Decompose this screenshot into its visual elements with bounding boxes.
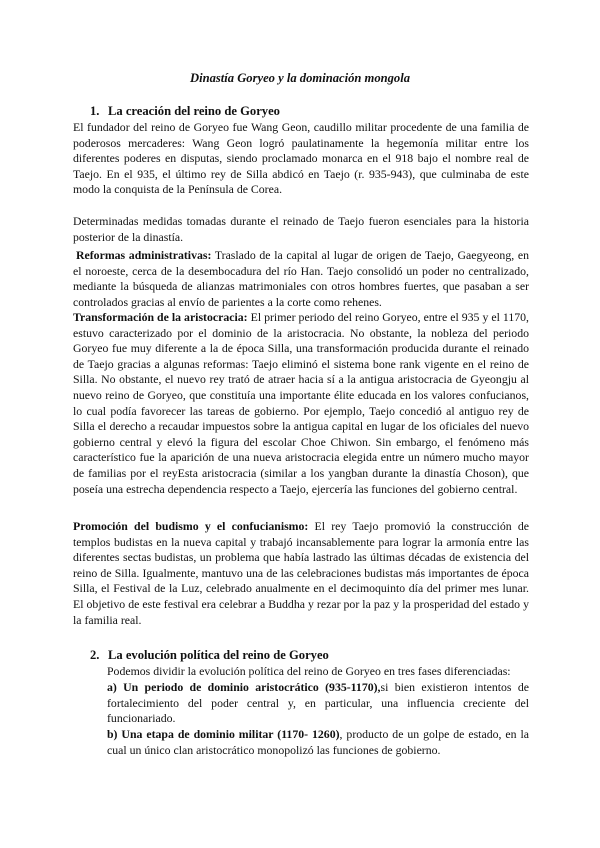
reformas-label: Reformas administrativas: [76,248,212,262]
periodo-aristocratico-label: a) Un periodo de dominio aristocrático (935-1170), [107,680,381,694]
section-1-intro: El fundador del reino de Goryeo fue Wang Geon, caudillo militar procedente de una familia de poderosos mercaderes: Wang Geon logró paulatinamente la hegemonía militar entre los diferentes poderes en disputas, siendo proclamado monarca en el 918 bajo el nombre real de Taejo. En el 935, el último rey de Silla abdicó en Taejo (r. 935-943), que culminaba de este modo la conquista de la Península de Corea. [73,120,529,197]
transformacion-paragraph [73,310,529,497]
promocion-label: Promoción del budismo y el confucianismo: [73,519,309,533]
section-1-number: 1. [90,104,100,118]
section-2-heading [90,647,329,663]
reformas-text: Traslado de la capital al lugar de origen de Taejo, Gaegyeong, en el noroeste, cerca de la desembocadura del río Han. Taejo consolidó un poder no centralizado, mediante la búsqueda de alianzas matrimoniales con otros hombres fuertes, que pasaban a ser controlados gracias al envío de parientes a la corte como rehenes. [73,248,529,309]
section-1-heading [90,103,280,119]
dominio-militar-paragraph [107,727,529,758]
section-2-number: 2. [90,648,100,662]
dominio-militar-label: b) Una etapa de dominio militar (1170- 1260) [107,727,340,741]
document-title: Dinastía Goryeo y la dominación mongola [189,71,411,85]
periodo-aristocratico-paragraph [107,680,529,727]
reformas-paragraph [73,248,529,310]
section-1-measures: Determinadas medidas tomadas durante el reinado de Taejo fueron esenciales para la historia posterior de la dinastía. [73,214,529,244]
section-2-intro: Podemos dividir la evolución política del reino de Goryeo en tres fases diferenciadas: [107,664,511,678]
section-2-title: La evolución política del reino de Goryeo [108,648,329,662]
promocion-paragraph [73,519,529,628]
periodo-aristocratico-text: si bien existieron intentos de fortalecimiento del poder central y, en particular, una influencia creciente del funcionariado. [107,680,529,726]
promocion-text: El rey Taejo promovió la construcción de templos budistas en la nueva capital y trabajó incansablemente para lograr la armonía entre las diferentes sectas budistas, un problema que había lastrado las últimas décadas de existencia del reino de Silla. Igualmente, mantuvo una de las celebraciones budistas más importantes de época Silla, el Festival de la Luz, celebrado anualmente en el decimoquinto día del primer mes lunar. El objetivo de este festival era celebrar a Buddha y rezar por la paz y la prosperidad del estado y la familia real. [73,519,529,627]
section-1-title: La creación del reino de Goryeo [108,104,280,118]
transformacion-text: El primer periodo del reino Goryeo, entre el 935 y el 1170, estuvo caracterizado por el dominio de la aristocracia. No obstante, la nobleza del periodo Goryeo fue muy diferente a la de época Silla, una transformación producida durante el reinado de Taejo gracias a algunas reformas: Taejo eliminó el sistema bone rank vigente en el reino de Silla. No obstante, el nuevo rey trató de atraer hacia sí a la antigua aristocracia de Gyeongju al nuevo reino de Goryeo, que constituía una importante élite educada en los valores confucianos, lo cual podía favorecer las tareas de gobierno. Por ejemplo, Taejo concedió al antiguo rey de Silla el derecho a recaudar impuestos sobre la antigua capital en lugar de los oficiales del nuevo gobierno central y elevó la figura del escolar Choe Chiwon. Sin embargo, el fenómeno más característico fue la aparición de una nueva aristocracia elegida entre un número mucho mayor de familias por el reyEsta aristocracia (similar a los yangban durante la dinastía Choson), que poseía una estrecha dependencia respecto a Taejo, ejercería las funciones del gobierno central. [73,310,529,496]
transformacion-label: Transformación de la aristocracia: [73,310,248,324]
dominio-militar-text: , producto de un golpe de estado, en la cual un único clan aristocrático monopolizó las funciones de gobierno. [107,727,529,757]
